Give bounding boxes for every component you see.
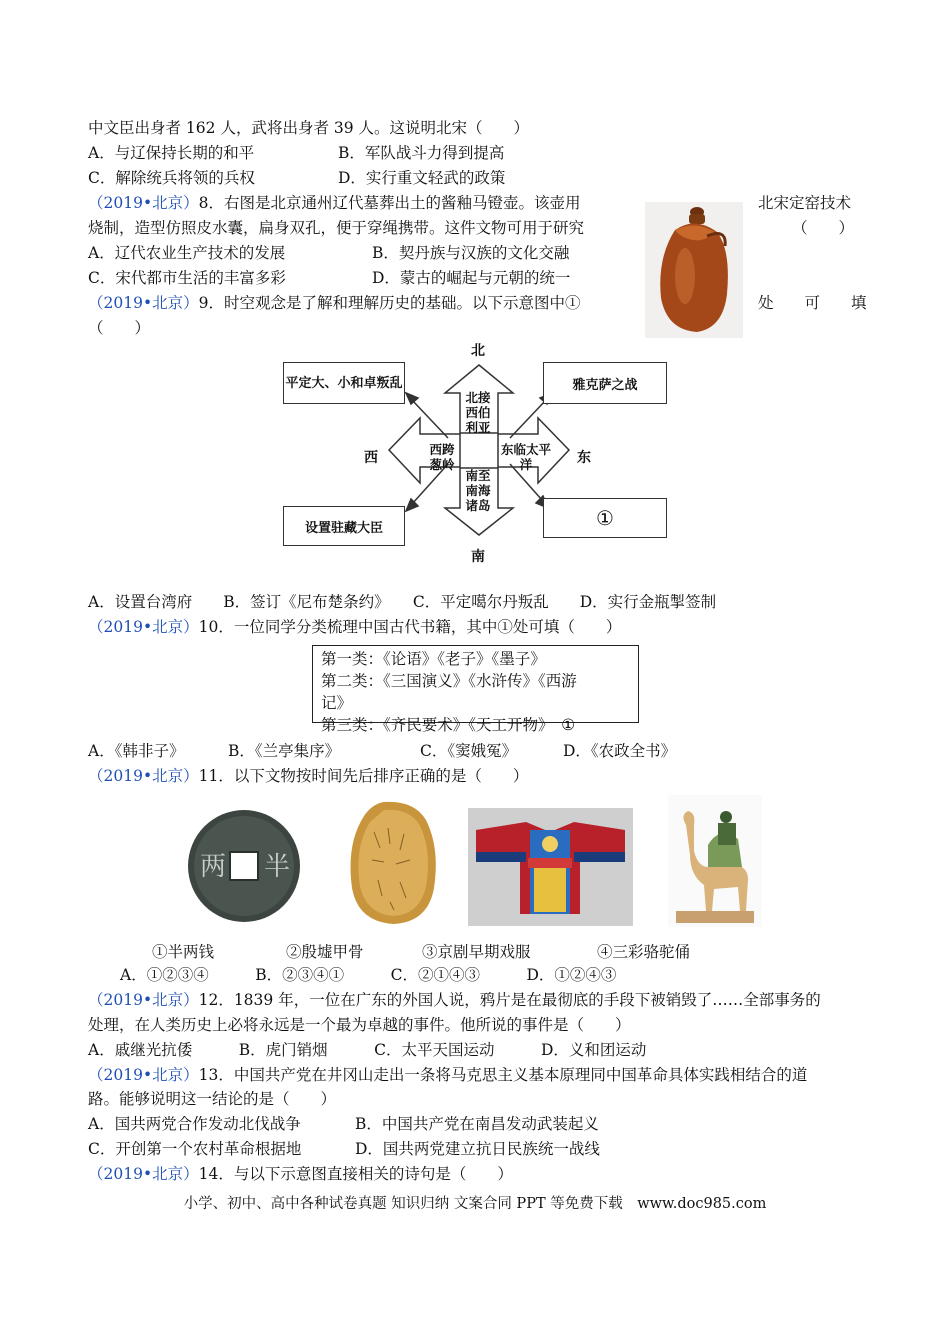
- q11-line: （2019•北京）11．以下文物按时间先后排序正确的是（ ）: [88, 767, 529, 785]
- q8-option-b: B．契丹族与汉族的文化交融: [372, 244, 570, 262]
- oracle-bone-image: [344, 798, 444, 928]
- q9-line-1-right: 处 可 填: [758, 294, 867, 312]
- q8-line-2-right: （ ）: [792, 219, 855, 237]
- direction-east: 东: [577, 450, 591, 466]
- q12-source: （2019•北京）: [88, 991, 199, 1009]
- q8-option-a: A．辽代农业生产技术的发展: [88, 244, 286, 262]
- book-category-2-cont: 记》: [321, 694, 353, 712]
- q10-option-d: D．《农政全书》: [563, 742, 677, 760]
- q7-option-d: D．实行重文轻武的政策: [338, 169, 506, 187]
- arrow-east-label: 东临太平洋: [500, 442, 551, 472]
- q13-option-d: D．国共两党建立抗日民族统一战线: [355, 1140, 600, 1158]
- q9-line-2: （ ）: [88, 319, 151, 337]
- q13-line-2: 路。能够说明这一结论的是（ ）: [88, 1090, 337, 1108]
- q8-line-1: （2019•北京）8．右图是北京通州辽代墓葬出土的酱釉马镫壶。该壶用: [88, 194, 581, 212]
- q8-source: （2019•北京）: [88, 194, 199, 212]
- q13-line-1: （2019•北京）13．中国共产党在井冈山走出一条将马克思主义基本原理同中国革命具体实践相结合的道: [88, 1066, 808, 1084]
- book-category-2: 第二类：《三国演义》《水浒传》《西游: [321, 672, 577, 690]
- q7-option-a: A．与辽保持长期的和平: [88, 144, 255, 162]
- arrow-south-label: 南至南海诸岛: [465, 468, 491, 513]
- q12-line-2: 处理，在人类历史上必将永远是一个最为卓越的事件。他所说的事件是（ ）: [88, 1016, 631, 1034]
- q10-line: （2019•北京）10．一位同学分类梳理中国古代书籍，其中①处可填（ ）: [88, 618, 622, 636]
- caption-4: ④三彩骆驼俑: [597, 943, 691, 961]
- caption-3: ③京剧早期戏服: [422, 943, 531, 961]
- q8-line-2: 烧制，造型仿照皮水囊，扁身双孔，便于穿绳携带。这件文物可用于研究: [88, 219, 585, 237]
- q8-option-c: C．宋代都市生活的丰富多彩: [88, 269, 286, 287]
- book-category-box: [312, 645, 639, 734]
- q7-option-b: B．军队战斗力得到提高: [338, 144, 505, 162]
- stirrup-pot-image: [645, 202, 743, 338]
- q7-line: 中文臣出身者 162 人，武将出身者 39 人。这说明北宋（ ）: [88, 119, 530, 137]
- q14-line: （2019•北京）14．与以下示意图直接相关的诗句是（ ）: [88, 1165, 513, 1183]
- tricolor-camel-image: [668, 795, 762, 927]
- box-northwest: 平定大、小和卓叛乱: [283, 362, 405, 404]
- q9-options: A．设置台湾府 B．签订《尼布楚条约》 C．平定噶尔丹叛乱 D．实行金瓶掣签制: [88, 593, 717, 611]
- q11-options: A．①②③④ B．②③④① C．②①④③ D．①②④③: [120, 966, 617, 984]
- coin-right-character: 半: [264, 852, 291, 882]
- q10-option-c: C．《窦娥冤》: [420, 742, 518, 760]
- q10-source: （2019•北京）: [88, 618, 199, 636]
- arrow-west-label: 西跨葱岭: [429, 442, 455, 472]
- q8-option-d: D．蒙古的崛起与元朝的统一: [372, 269, 571, 287]
- caption-1: ①半两钱: [152, 943, 215, 961]
- book-category-3: 第三类：《齐民要术》《天工开物》 ①: [321, 716, 576, 734]
- arrow-north-label: 北接西伯利亚: [465, 390, 491, 435]
- direction-north: 北: [471, 343, 485, 359]
- box-southeast-blank: ①: [543, 498, 667, 538]
- q11-source: （2019•北京）: [88, 767, 199, 785]
- q10-option-a: A．《韩非子》: [88, 742, 185, 760]
- q13-source: （2019•北京）: [88, 1066, 199, 1084]
- q7-option-c: C．解除统兵将领的兵权: [88, 169, 255, 187]
- q9-line-1: （2019•北京）9．时空观念是了解和理解历史的基础。以下示意图中①: [88, 294, 581, 312]
- direction-west: 西: [364, 450, 378, 466]
- book-category-1: 第一类：《论语》《老子》《墨子》: [321, 650, 546, 668]
- peking-opera-costume-image: [468, 808, 633, 926]
- q13-option-b: B．中国共产党在南昌发动武装起义: [355, 1115, 599, 1133]
- box-southwest: 设置驻藏大臣: [283, 506, 405, 546]
- q10-option-b: B．《兰亭集序》: [228, 742, 341, 760]
- box-northeast: 雅克萨之战: [543, 362, 667, 404]
- q8-line-1-right: 北宋定窑技术: [758, 194, 852, 212]
- page-footer: 小学、初中、高中各种试卷真题 知识归纳 文案合同 PPT 等免费下载 www.doc985.com: [183, 1196, 767, 1212]
- q13-option-a: A．国共两党合作发动北伐战争: [88, 1115, 301, 1133]
- coin-left-character: 两: [200, 852, 227, 882]
- q14-source: （2019•北京）: [88, 1165, 199, 1183]
- caption-2: ②殷墟甲骨: [286, 943, 364, 961]
- q9-source: （2019•北京）: [88, 294, 199, 312]
- direction-south: 南: [471, 549, 485, 565]
- q12-options: A．戚继光抗倭 B．虎门销烟 C．太平天国运动 D．义和团运动: [88, 1041, 647, 1059]
- q12-line-1: （2019•北京）12．1839 年，一位在广东的外国人说，鸦片是在最彻底的手段下被销毁了……全部事务的: [88, 991, 821, 1009]
- q13-option-c: C．开创第一个农村革命根据地: [88, 1140, 302, 1158]
